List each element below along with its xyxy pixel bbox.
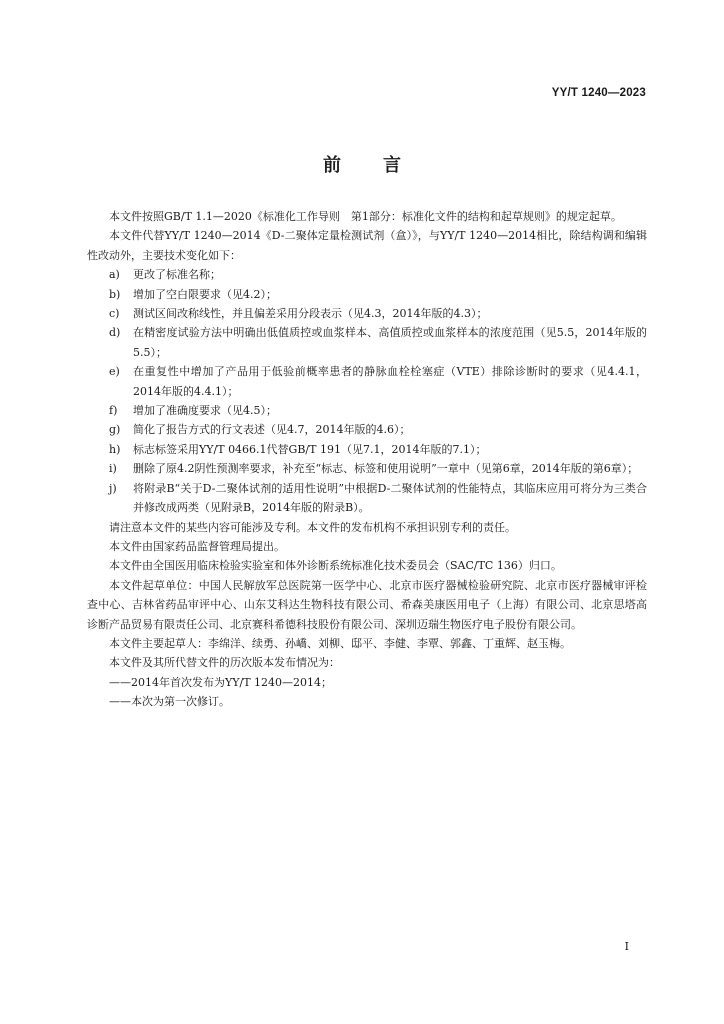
change-item-label: a) [109,268,120,282]
change-item [87,401,647,420]
change-item-text: 测试区间改称线性，并且偏差采用分段表示（见4.3，2014年版的4.3）； [133,307,488,321]
patent-notice: 请注意本文件的某些内容可能涉及专利。本文件的发布机构不承担识别专利的责任。 [109,520,516,534]
intro-paragraph: 本文件代替YY/T 1240—2014《D-二聚体定量检测试剂（盒）》，与YY/T 1240—2014相比，除结构调和编辑性改动外，主要技术变化如下： [87,229,647,262]
change-item [87,362,647,401]
change-item-text: 增加了空白限要求（见4.2）； [133,287,277,301]
document-body [87,207,647,712]
change-item-text: 增加了准确度要求（见4.5）； [133,404,277,418]
change-item [87,459,647,478]
drafters: 本文件主要起草人：李绵洋、续勇、孙嶠、刘柳、邸平、李健、李覃、郭鑫、丁重辉、赵玉梅。 [109,636,571,650]
change-item-text: 标志标签采用YY/T 0466.1代替GB/T 191（见7.1，2014年版的7.1）； [133,442,487,456]
change-item-label: c) [109,307,120,321]
page-title: 前言 [323,155,443,176]
change-item-text: 更改了标准名称； [133,268,221,282]
page-number: I [624,940,629,953]
change-item-label: i) [109,462,117,476]
change-item-label: j) [109,481,117,495]
history-item: ——本次为第一次修订。 [109,695,230,709]
change-item [87,479,647,518]
proposer-statement: 本文件由国家药品监督管理局提出。 [109,539,285,553]
change-item [87,265,647,284]
change-item-label: g) [109,423,121,437]
change-item-label: f) [109,404,118,418]
change-item-label: d) [109,326,121,340]
change-item-label: h) [109,442,121,456]
intro-paragraph: 本文件按照GB/T 1.1—2020《标准化工作导则 第1部分：标准化文件的结构和起草规则》的规定起草。 [109,210,622,223]
change-item [87,285,647,304]
history-item: ——2014年首次发布为YY/T 1240—2014； [109,675,333,689]
change-item [87,304,647,323]
change-item-text: 删除了原4.2阴性预测率要求，补充至“标志、标签和使用说明”一章中（见第6章，2014年版的第6章）； [133,462,639,476]
change-item-label: e) [109,365,120,379]
change-item [87,440,647,459]
change-item [87,420,647,439]
history-intro: 本文件及其所代替文件的历次版本发布情况为： [109,656,340,670]
change-item-text: 在重复性中增加了产品用于低验前概率患者的静脉血栓栓塞症（VTE）排除诊断时的要求（见4.4.1，2014年版的4.4.1）； [133,365,647,398]
change-item-text: 在精密度试验方法中明确出低值质控或血浆样本、高值质控或血浆样本的浓度范围（见5.5，2014年版的5.5）； [133,326,647,359]
drafting-units: 本文件起草单位：中国人民解放军总医院第一医学中心、北京市医疗器械检验研究院、北京市医疗器械审评检查中心、吉林省药品审评中心、山东艾科达生物科技有限公司、希森美康医用电子（上海）有限公司、北京思塔高诊断产品贸易有限责任公司、北京赛科希德科技股份有限公司、深圳迈瑞生物医疗电子股份有限公司。 [87,578,647,631]
standard-code: YY/T 1240—2023 [551,87,646,99]
change-item-text: 将附录B“关于D-二聚体试剂的适用性说明”中根据D-二聚体试剂的性能特点，其临床应用可将分为三类合并修改成两类（见附录B，2014年版的附录B）。 [133,481,647,515]
change-item-text: 简化了报告方式的行文表述（见4.7，2014年版的4.6）； [133,423,411,437]
change-item-label: b) [109,287,121,301]
change-item [87,323,647,362]
committee-statement: 本文件由全国医用临床检验实验室和体外诊断系统标准化技术委员会（SAC/TC 136）归口。 [109,559,562,573]
